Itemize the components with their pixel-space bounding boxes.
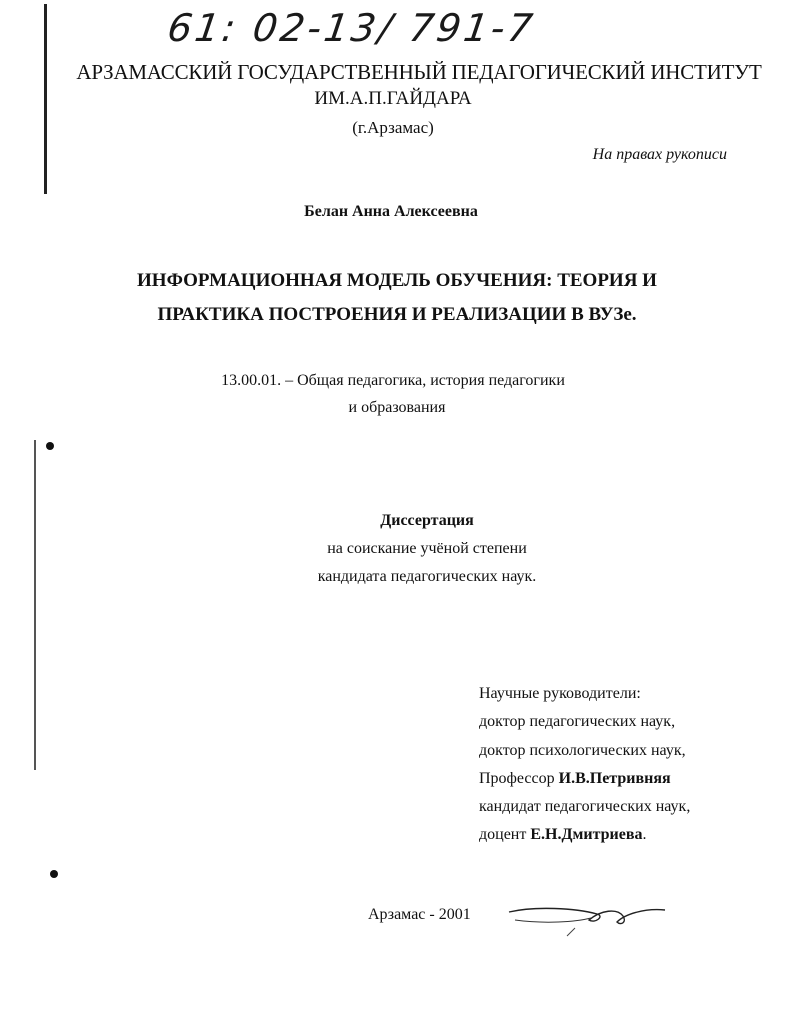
advisors-heading: Научные руководители: [479, 685, 641, 702]
advisor-degree-2: доктор психологических наук, [479, 741, 686, 759]
docent-suffix: . [642, 826, 647, 844]
signature-underline [515, 918, 591, 922]
document-type: Диссертация [380, 512, 474, 529]
institute-city: (г.Арзамас) [352, 118, 434, 137]
manuscript-rights-note: На правах рукописи [592, 146, 727, 163]
institute-name: АРЗАМАССКИЙ ГОСУДАРСТВЕННЫЙ ПЕДАГОГИЧЕСКИЙ ИНСТИТУТ [76, 60, 762, 84]
handwritten-archive-code: 61: 02-13/ 791-7 [164, 6, 539, 50]
signature-tail [567, 928, 575, 936]
dissertation-title-line-1: ИНФОРМАЦИОННАЯ МОДЕЛЬ ОБУЧЕНИЯ: ТЕОРИЯ И [137, 270, 657, 291]
docent-name: Е.Н.Дмитриева [530, 826, 643, 844]
professor-title: Профессор [479, 769, 559, 787]
dissertation-title-line-2: ПРАКТИКА ПОСТРОЕНИЯ И РЕАЛИЗАЦИИ В ВУЗе. [157, 304, 637, 325]
scan-edge-line-lower [34, 440, 36, 770]
advisors-block [479, 680, 690, 850]
institute-named-after: ИМ.А.П.ГАЙДАРА [314, 88, 472, 109]
specialty-line-1: 13.00.01. – Общая педагогика, история педагогики [221, 372, 565, 389]
scan-dot [50, 870, 58, 878]
advisor-degree-3: кандидат педагогических наук, [479, 798, 691, 816]
professor-name: И.В.Петривняя [558, 769, 671, 787]
advisor-degree-1: доктор педагогических наук, [479, 713, 676, 731]
advisor-docent [479, 821, 690, 849]
author-name: Белан Анна Алексеевна [304, 203, 478, 220]
degree-line-1: на соискание учёной степени [327, 540, 527, 557]
signature [505, 898, 670, 940]
degree-line-2: кандидата педагогических наук. [317, 568, 537, 585]
specialty-line-2: и образования [348, 399, 446, 416]
scan-dot [46, 442, 54, 450]
place-and-year: Арзамас - 2001 [368, 906, 471, 923]
advisor-professor [479, 765, 690, 793]
docent-title: доцент [479, 826, 531, 844]
